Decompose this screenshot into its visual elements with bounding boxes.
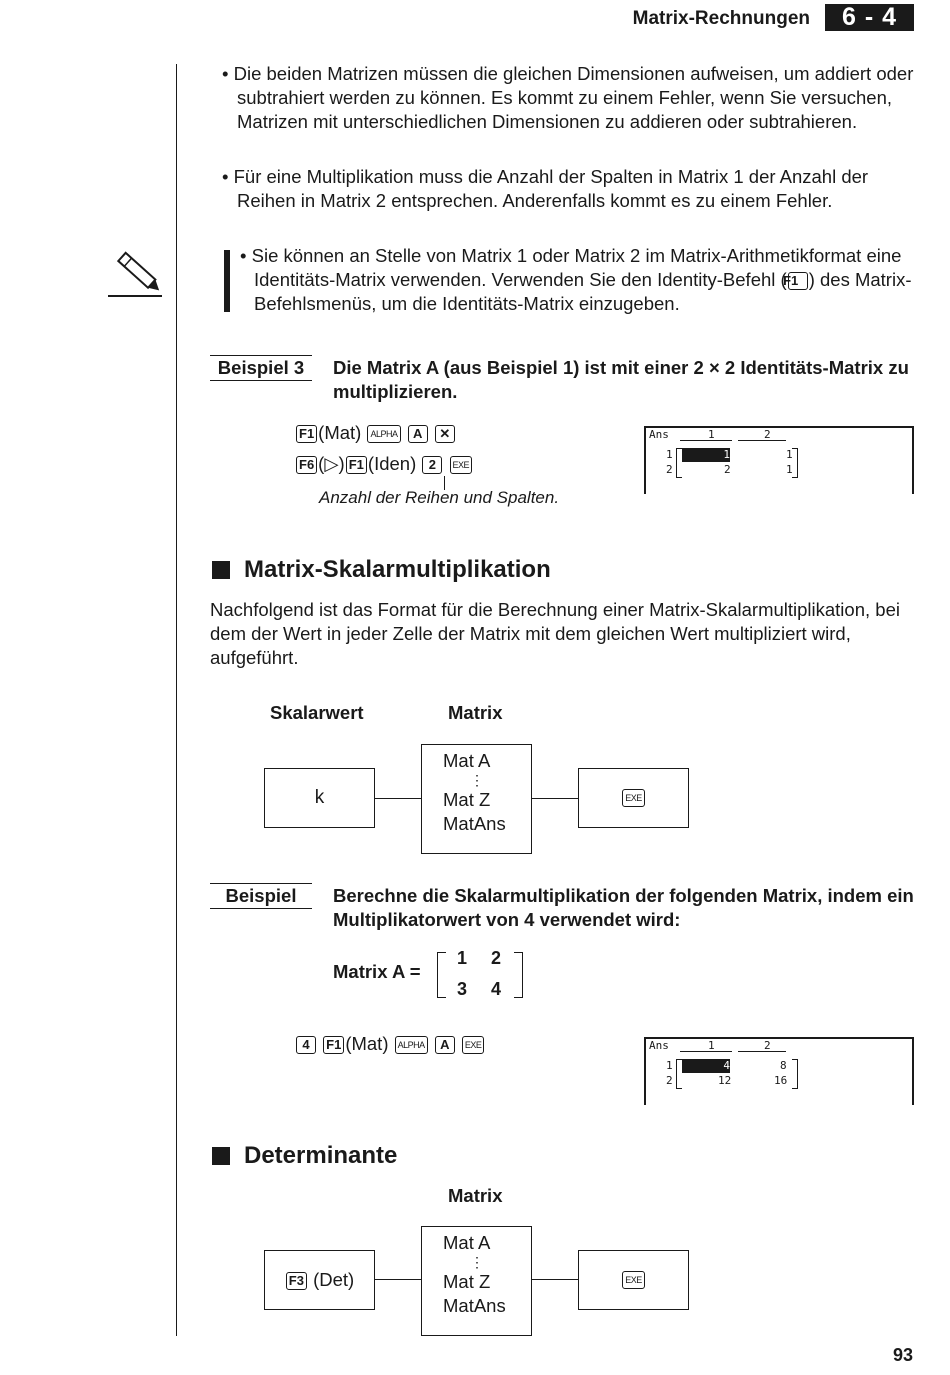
row-header-2: 2 — [666, 1074, 673, 1087]
matrix-cell-1-2: 2 — [491, 948, 502, 968]
example3-keyline-2 — [295, 449, 473, 479]
col-header-2: 2 — [764, 1039, 771, 1052]
cell-1-2: 1 — [786, 448, 793, 461]
bullet-multiplication: • Für eine Multiplikation muss die Anzahl der Spalten in Matrix 1 der Anzahl der Reihen in Matrix 2 entsprechen. Anderenfalls kommt es zu einem Fehler. — [222, 166, 869, 211]
screen-header: Ans — [649, 428, 669, 441]
mat-text: (Mat) — [318, 422, 362, 443]
example3-label: Beispiel 3 — [210, 355, 312, 381]
section-title-scalar: Matrix-Skalarmultiplikation — [244, 556, 551, 583]
col-rule — [680, 440, 732, 441]
f6-key: F6 — [296, 456, 317, 474]
example-scalar-text: Berechne die Skalarmultiplikation der folgenden Matrix, indem ein Multiplikatorwert von 4 verwendet wird: — [333, 885, 914, 930]
col-header-1: 1 — [708, 428, 715, 441]
matrix-cell-2-2: 4 — [491, 979, 502, 999]
det-box — [264, 1250, 375, 1310]
matrix-cell-2-1: 3 — [457, 979, 468, 999]
row-header-1: 1 — [666, 1059, 673, 1072]
matrix-a-label: Matrix A = — [333, 961, 421, 982]
calculator-screen-scalar — [644, 1037, 914, 1105]
col-rule — [738, 1051, 786, 1052]
matrix-box-det — [421, 1226, 532, 1336]
bullet-dimensions: • Die beiden Matrizen müssen die gleichen Dimensionen aufweisen, um addiert oder subtrahiert werden zu können. Es kommt zu einem Fehler, wenn Sie versuchen, Matrizen mit unterschiedlichen Dimensionen zu addieren oder subtrahieren. — [222, 63, 914, 132]
exe-key: EXE — [450, 456, 473, 474]
vertical-dots: ⋮ — [470, 772, 484, 788]
section-marker — [212, 1147, 230, 1165]
screen-header: Ans — [649, 1039, 669, 1052]
matrix-bracket-left — [437, 952, 446, 998]
screen-bracket-right — [792, 448, 798, 478]
note-identity-matrix — [240, 244, 934, 316]
next-text: (▷) — [318, 453, 345, 474]
page-header-title: Matrix-Rechnungen — [632, 8, 810, 29]
mat-a: Mat A — [443, 1232, 491, 1253]
cell-1-2: 8 — [780, 1059, 787, 1072]
note-bar — [224, 250, 230, 312]
cell-2-2: 16 — [774, 1074, 788, 1087]
example3-keyline-1 — [295, 418, 456, 448]
note-text-1: • Sie können an Stelle von Matrix 1 oder Matrix 2 im Matrix-Arithmetikformat eine Identitäts-Matrix verwenden. Verwenden Sie den Identity-Befehl ( — [240, 245, 902, 290]
cell-2-1: 2 — [724, 463, 731, 476]
label-scalar-value: Skalarwert — [270, 702, 364, 723]
col-header-1: 1 — [708, 1039, 715, 1052]
connector — [374, 798, 422, 799]
four-key: 4 — [296, 1036, 316, 1054]
pencil-icon — [108, 250, 166, 300]
section-marker — [212, 561, 230, 579]
multiply-key: ✕ — [435, 425, 455, 443]
page-section-number: 6 - 4 — [825, 4, 914, 31]
cell-2-1: 12 — [718, 1074, 732, 1087]
connector — [374, 1279, 422, 1280]
calculator-screen-example3 — [644, 426, 914, 494]
note-text-2: ) des Matrix-Befehlsmenüs, um die Identitäts-Matrix einzugeben. — [254, 269, 912, 314]
exe-key: EXE — [622, 1271, 645, 1289]
row-header-1: 1 — [666, 448, 673, 461]
mat-z: Mat Z — [443, 1271, 491, 1292]
f1-key: F1 — [788, 272, 808, 290]
two-key: 2 — [422, 456, 442, 474]
alpha-key: ALPHA — [395, 1036, 428, 1054]
col-rule — [680, 1051, 732, 1052]
connector — [531, 1279, 579, 1280]
col-rule — [738, 440, 786, 441]
scalar-box — [264, 768, 375, 828]
f1-key: F1 — [296, 425, 317, 443]
row-header-2: 2 — [666, 463, 673, 476]
mat-ans: MatAns — [443, 813, 506, 834]
cursor-cell: 1 — [682, 448, 730, 462]
mat-ans: MatAns — [443, 1295, 506, 1316]
mat-a: Mat A — [443, 750, 491, 771]
iden-text: (Iden) — [367, 453, 417, 474]
example3-annotation: Anzahl der Reihen und Spalten. — [319, 488, 560, 507]
example-scalar-keyline — [295, 1029, 485, 1059]
col-header-2: 2 — [764, 428, 771, 441]
f3-key: F3 — [286, 1272, 307, 1290]
f1-key: F1 — [346, 456, 367, 474]
page-number: 93 — [892, 1345, 913, 1365]
label-matrix: Matrix — [448, 1185, 503, 1206]
screen-bracket-right — [792, 1059, 798, 1089]
section-title-determinant: Determinante — [244, 1142, 398, 1169]
mat-z: Mat Z — [443, 789, 491, 810]
cell-2-2: 1 — [786, 463, 793, 476]
vertical-dots: ⋮ — [470, 1254, 484, 1270]
exe-key: EXE — [462, 1036, 485, 1054]
mat-text: (Mat) — [345, 1033, 389, 1054]
example3-text: Die Matrix A (aus Beispiel 1) ist mit einer 2 × 2 Identitäts-Matrix zu multiplizieren. — [333, 357, 909, 402]
matrix-box-scalar — [421, 744, 532, 854]
section-scalar-intro: Nachfolgend ist das Format für die Berechnung einer Matrix-Skalarmultiplikation, bei dem der Wert in jeder Zelle der Matrix mit dem gleichen Wert multipliziert wird, aufgeführt. — [210, 599, 900, 668]
exe-box — [578, 768, 689, 828]
alpha-key: ALPHA — [367, 425, 400, 443]
exe-box — [578, 1250, 689, 1310]
a-key: A — [408, 425, 428, 443]
margin-rule — [176, 64, 177, 1336]
matrix-bracket-right — [514, 952, 523, 998]
exe-key: EXE — [622, 789, 645, 807]
example-scalar-label: Beispiel — [210, 883, 312, 909]
a-key: A — [435, 1036, 455, 1054]
label-matrix: Matrix — [448, 702, 503, 723]
f1-key: F1 — [323, 1036, 344, 1054]
scalar-k: k — [314, 787, 325, 808]
cursor-cell: 4 — [682, 1059, 730, 1073]
connector — [531, 798, 579, 799]
det-text: (Det) — [313, 1269, 355, 1290]
matrix-cell-1-1: 1 — [457, 948, 468, 968]
